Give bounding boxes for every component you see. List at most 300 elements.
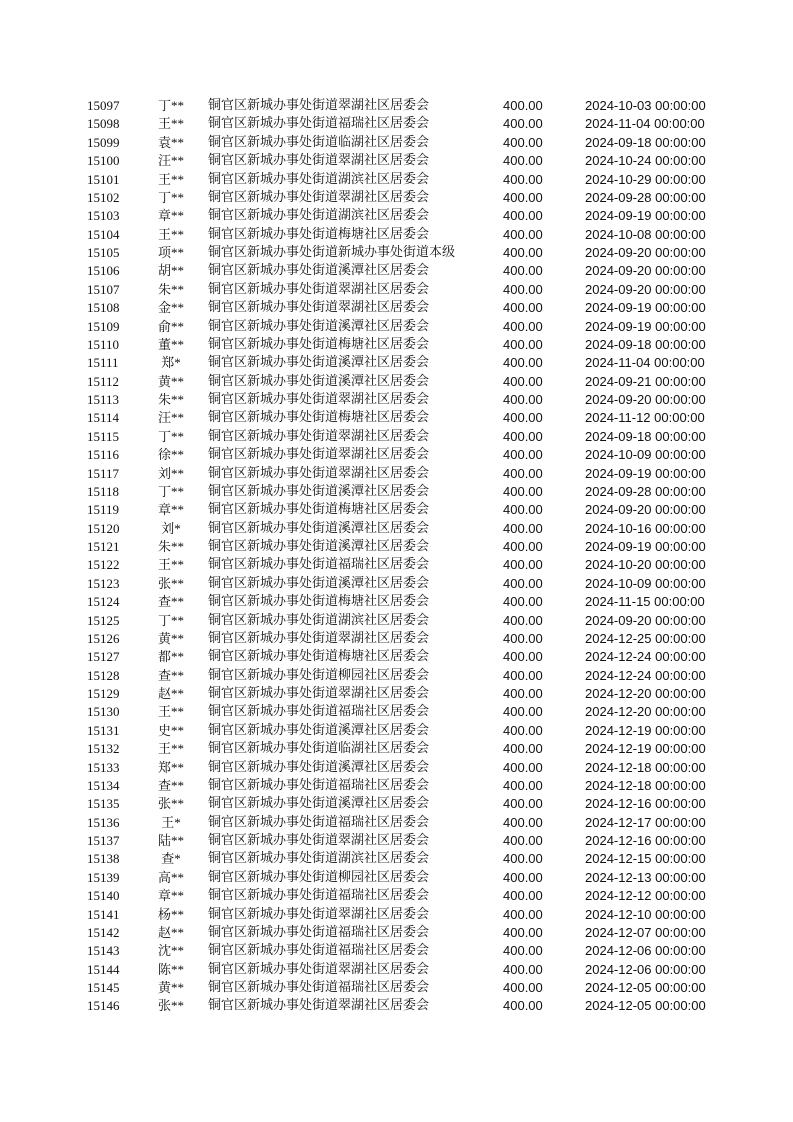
community-address: 铜官区新城办事处街道翠湖社区居委会 bbox=[208, 153, 430, 169]
payment-date: 2024-12-07 00:00:00 bbox=[585, 924, 706, 940]
table-row bbox=[0, 171, 793, 189]
payment-date: 2024-12-24 00:00:00 bbox=[585, 649, 706, 665]
payment-date: 2024-09-20 00:00:00 bbox=[585, 281, 706, 297]
record-id: 15108 bbox=[87, 300, 120, 316]
amount: 400.00 bbox=[503, 300, 543, 316]
table-row bbox=[0, 703, 793, 721]
payment-date: 2024-09-19 00:00:00 bbox=[585, 539, 706, 554]
record-id: 15124 bbox=[87, 594, 120, 610]
recipient-name: 查** bbox=[157, 667, 184, 683]
payment-date: 2024-12-15 00:00:00 bbox=[585, 851, 706, 867]
table-row bbox=[0, 648, 793, 666]
amount: 400.00 bbox=[503, 171, 543, 187]
recipient-name: 黄** bbox=[157, 630, 184, 646]
community-address: 铜官区新城办事处街道溪潭社区居委会 bbox=[208, 575, 430, 591]
amount: 400.00 bbox=[503, 980, 543, 995]
recipient-name: 刘** bbox=[157, 465, 184, 481]
record-id: 15104 bbox=[87, 226, 120, 242]
recipient-name: 章** bbox=[157, 888, 184, 904]
community-address: 铜官区新城办事处街道福瑞社区居委会 bbox=[208, 943, 430, 959]
recipient-name: 胡** bbox=[157, 263, 184, 279]
record-id: 15098 bbox=[87, 116, 120, 132]
record-id: 15140 bbox=[87, 888, 120, 904]
amount: 400.00 bbox=[503, 539, 543, 554]
amount: 400.00 bbox=[503, 869, 543, 885]
community-address: 铜官区新城办事处街道湖滨社区居委会 bbox=[208, 171, 430, 187]
community-address: 铜官区新城办事处街道福瑞社区居委会 bbox=[208, 888, 430, 904]
payment-date: 2024-09-18 00:00:00 bbox=[585, 134, 706, 150]
record-id: 15130 bbox=[87, 704, 120, 720]
record-id: 15111 bbox=[87, 355, 119, 371]
recipient-name: 高** bbox=[157, 869, 184, 885]
record-id: 15107 bbox=[87, 281, 120, 297]
payment-date: 2024-10-29 00:00:00 bbox=[585, 171, 706, 187]
payment-date: 2024-12-20 00:00:00 bbox=[585, 704, 706, 720]
table-row bbox=[0, 685, 793, 703]
recipient-name: 郑** bbox=[157, 759, 184, 775]
record-id: 15144 bbox=[87, 961, 120, 977]
recipient-name: 黄** bbox=[157, 373, 184, 389]
record-id: 15127 bbox=[87, 649, 120, 665]
record-id: 15097 bbox=[87, 98, 120, 113]
community-address: 铜官区新城办事处街道溪潭社区居委会 bbox=[208, 722, 430, 738]
record-id: 15131 bbox=[87, 722, 120, 738]
recipient-name: 张** bbox=[157, 575, 184, 591]
community-address: 铜官区新城办事处街道福瑞社区居委会 bbox=[208, 777, 430, 793]
payment-date: 2024-12-17 00:00:00 bbox=[585, 814, 706, 830]
amount: 400.00 bbox=[503, 851, 543, 867]
recipient-name: 赵** bbox=[157, 924, 184, 940]
table-row bbox=[0, 759, 793, 777]
payment-date: 2024-12-10 00:00:00 bbox=[585, 906, 706, 922]
community-address: 铜官区新城办事处街道翠湖社区居委会 bbox=[208, 447, 430, 463]
amount: 400.00 bbox=[503, 281, 543, 297]
payment-date: 2024-09-20 00:00:00 bbox=[585, 392, 706, 407]
community-address: 铜官区新城办事处街道梅塘社区居委会 bbox=[208, 649, 430, 665]
community-address: 铜官区新城办事处街道翠湖社区居委会 bbox=[208, 906, 430, 922]
payment-date: 2024-09-19 00:00:00 bbox=[585, 318, 706, 334]
payment-date: 2024-12-06 00:00:00 bbox=[585, 961, 706, 977]
payment-date: 2024-12-19 00:00:00 bbox=[585, 741, 706, 757]
table-row bbox=[0, 115, 793, 133]
record-id: 15110 bbox=[87, 336, 120, 352]
table-row bbox=[0, 391, 793, 409]
record-id: 15138 bbox=[87, 851, 120, 867]
amount: 400.00 bbox=[503, 355, 543, 371]
recipient-name: 查** bbox=[157, 594, 184, 610]
amount: 400.00 bbox=[503, 134, 543, 150]
table-row bbox=[0, 262, 793, 280]
amount: 400.00 bbox=[503, 630, 543, 646]
payment-date: 2024-12-24 00:00:00 bbox=[585, 667, 706, 683]
payment-date: 2024-10-03 00:00:00 bbox=[585, 98, 706, 113]
recipient-name: 王** bbox=[157, 226, 184, 242]
table-row bbox=[0, 244, 793, 262]
recipient-name: 查* bbox=[161, 851, 181, 867]
community-address: 铜官区新城办事处街道福瑞社区居委会 bbox=[208, 557, 430, 573]
table-row bbox=[0, 354, 793, 372]
recipient-name: 朱** bbox=[157, 539, 184, 554]
recipient-name: 杨** bbox=[157, 906, 184, 922]
recipient-name: 刘* bbox=[161, 520, 181, 536]
record-id: 15116 bbox=[87, 447, 120, 463]
amount: 400.00 bbox=[503, 649, 543, 665]
recipient-name: 汪** bbox=[157, 153, 184, 169]
table-row bbox=[0, 520, 793, 538]
records-table bbox=[0, 97, 793, 1016]
payment-date: 2024-11-04 00:00:00 bbox=[585, 355, 705, 371]
amount: 400.00 bbox=[503, 888, 543, 904]
community-address: 铜官区新城办事处街道福瑞社区居委会 bbox=[208, 704, 430, 720]
recipient-name: 董** bbox=[157, 336, 184, 352]
table-row bbox=[0, 667, 793, 685]
record-id: 15100 bbox=[87, 153, 120, 169]
table-row bbox=[0, 832, 793, 850]
table-row bbox=[0, 630, 793, 648]
table-row bbox=[0, 538, 793, 556]
table-row bbox=[0, 501, 793, 519]
amount: 400.00 bbox=[503, 594, 543, 610]
community-address: 铜官区新城办事处街道翠湖社区居委会 bbox=[208, 686, 430, 701]
payment-date: 2024-09-19 00:00:00 bbox=[585, 300, 706, 316]
recipient-name: 丁** bbox=[157, 612, 184, 628]
community-address: 铜官区新城办事处街道梅塘社区居委会 bbox=[208, 336, 430, 352]
payment-date: 2024-12-05 00:00:00 bbox=[585, 980, 706, 995]
record-id: 15136 bbox=[87, 814, 120, 830]
table-row bbox=[0, 869, 793, 887]
amount: 400.00 bbox=[503, 153, 543, 169]
payment-date: 2024-12-20 00:00:00 bbox=[585, 686, 706, 701]
table-row bbox=[0, 979, 793, 997]
amount: 400.00 bbox=[503, 612, 543, 628]
community-address: 铜官区新城办事处街道翠湖社区居委会 bbox=[208, 300, 430, 316]
community-address: 铜官区新城办事处街道溪潭社区居委会 bbox=[208, 355, 430, 371]
recipient-name: 章** bbox=[157, 208, 184, 224]
community-address: 铜官区新城办事处街道翠湖社区居委会 bbox=[208, 428, 430, 444]
table-row bbox=[0, 906, 793, 924]
payment-date: 2024-10-09 00:00:00 bbox=[585, 447, 706, 463]
community-address: 铜官区新城办事处街道翠湖社区居委会 bbox=[208, 98, 430, 113]
recipient-name: 丁** bbox=[157, 428, 184, 444]
record-id: 15137 bbox=[87, 833, 120, 848]
amount: 400.00 bbox=[503, 777, 543, 793]
payment-date: 2024-11-04 00:00:00 bbox=[585, 116, 705, 132]
recipient-name: 俞** bbox=[157, 318, 184, 334]
community-address: 铜官区新城办事处街道梅塘社区居委会 bbox=[208, 410, 430, 426]
amount: 400.00 bbox=[503, 704, 543, 720]
recipient-name: 陈** bbox=[157, 961, 184, 977]
community-address: 铜官区新城办事处街道福瑞社区居委会 bbox=[208, 814, 430, 830]
recipient-name: 张** bbox=[157, 998, 184, 1014]
table-row bbox=[0, 428, 793, 446]
payment-date: 2024-12-18 00:00:00 bbox=[585, 777, 706, 793]
recipient-name: 张** bbox=[157, 796, 184, 812]
payment-date: 2024-12-12 00:00:00 bbox=[585, 888, 706, 904]
community-address: 铜官区新城办事处街道梅塘社区居委会 bbox=[208, 226, 430, 242]
table-row bbox=[0, 814, 793, 832]
payment-date: 2024-09-21 00:00:00 bbox=[585, 373, 706, 389]
recipient-name: 史** bbox=[157, 722, 184, 738]
record-id: 15135 bbox=[87, 796, 120, 812]
table-row bbox=[0, 961, 793, 979]
amount: 400.00 bbox=[503, 722, 543, 738]
table-row bbox=[0, 483, 793, 501]
record-id: 15126 bbox=[87, 630, 120, 646]
amount: 400.00 bbox=[503, 447, 543, 463]
table-row bbox=[0, 997, 793, 1015]
amount: 400.00 bbox=[503, 686, 543, 701]
record-id: 15139 bbox=[87, 869, 120, 885]
record-id: 15133 bbox=[87, 759, 120, 775]
payment-date: 2024-12-16 00:00:00 bbox=[585, 833, 706, 848]
community-address: 铜官区新城办事处街道临湖社区居委会 bbox=[208, 134, 430, 150]
payment-date: 2024-09-19 00:00:00 bbox=[585, 465, 706, 481]
amount: 400.00 bbox=[503, 667, 543, 683]
record-id: 15099 bbox=[87, 134, 120, 150]
amount: 400.00 bbox=[503, 428, 543, 444]
payment-date: 2024-09-20 00:00:00 bbox=[585, 612, 706, 628]
recipient-name: 丁** bbox=[157, 98, 184, 113]
recipient-name: 王* bbox=[161, 814, 181, 830]
amount: 400.00 bbox=[503, 502, 543, 518]
community-address: 铜官区新城办事处街道溪潭社区居委会 bbox=[208, 796, 430, 812]
recipient-name: 黄** bbox=[157, 980, 184, 995]
amount: 400.00 bbox=[503, 410, 543, 426]
recipient-name: 赵** bbox=[157, 686, 184, 701]
table-row bbox=[0, 336, 793, 354]
payment-date: 2024-12-19 00:00:00 bbox=[585, 722, 706, 738]
community-address: 铜官区新城办事处街道溪潭社区居委会 bbox=[208, 373, 430, 389]
recipient-name: 王** bbox=[157, 116, 184, 132]
payment-date: 2024-12-18 00:00:00 bbox=[585, 759, 706, 775]
table-row bbox=[0, 446, 793, 464]
table-row bbox=[0, 575, 793, 593]
table-row bbox=[0, 887, 793, 905]
payment-date: 2024-11-12 00:00:00 bbox=[585, 410, 705, 426]
recipient-name: 袁** bbox=[157, 134, 184, 150]
table-row bbox=[0, 189, 793, 207]
record-id: 15141 bbox=[87, 906, 120, 922]
record-id: 15109 bbox=[87, 318, 120, 334]
community-address: 铜官区新城办事处街道翠湖社区居委会 bbox=[208, 630, 430, 646]
recipient-name: 郑* bbox=[161, 355, 181, 371]
table-row bbox=[0, 593, 793, 611]
recipient-name: 王** bbox=[157, 704, 184, 720]
amount: 400.00 bbox=[503, 575, 543, 591]
amount: 400.00 bbox=[503, 814, 543, 830]
community-address: 铜官区新城办事处街道湖滨社区居委会 bbox=[208, 208, 430, 224]
amount: 400.00 bbox=[503, 465, 543, 481]
recipient-name: 王** bbox=[157, 557, 184, 573]
amount: 400.00 bbox=[503, 98, 543, 113]
amount: 400.00 bbox=[503, 483, 543, 499]
recipient-name: 徐** bbox=[157, 447, 184, 463]
record-id: 15106 bbox=[87, 263, 120, 279]
record-id: 15143 bbox=[87, 943, 120, 959]
table-row bbox=[0, 373, 793, 391]
community-address: 铜官区新城办事处街道梅塘社区居委会 bbox=[208, 594, 430, 610]
payment-date: 2024-09-20 00:00:00 bbox=[585, 502, 706, 518]
table-row bbox=[0, 207, 793, 225]
payment-date: 2024-09-18 00:00:00 bbox=[585, 428, 706, 444]
community-address: 铜官区新城办事处街道福瑞社区居委会 bbox=[208, 116, 430, 132]
community-address: 铜官区新城办事处街道福瑞社区居委会 bbox=[208, 980, 430, 995]
recipient-name: 沈** bbox=[157, 943, 184, 959]
community-address: 铜官区新城办事处街道翠湖社区居委会 bbox=[208, 465, 430, 481]
amount: 400.00 bbox=[503, 741, 543, 757]
amount: 400.00 bbox=[503, 208, 543, 224]
record-id: 15105 bbox=[87, 245, 120, 260]
community-address: 铜官区新城办事处街道翠湖社区居委会 bbox=[208, 281, 430, 297]
table-row bbox=[0, 612, 793, 630]
table-row bbox=[0, 795, 793, 813]
community-address: 铜官区新城办事处街道溪潭社区居委会 bbox=[208, 520, 430, 536]
amount: 400.00 bbox=[503, 833, 543, 848]
table-row bbox=[0, 299, 793, 317]
recipient-name: 章** bbox=[157, 502, 184, 518]
payment-date: 2024-09-20 00:00:00 bbox=[585, 245, 706, 260]
community-address: 铜官区新城办事处街道溪潭社区居委会 bbox=[208, 759, 430, 775]
community-address: 铜官区新城办事处街道翠湖社区居委会 bbox=[208, 998, 430, 1014]
community-address: 铜官区新城办事处街道翠湖社区居委会 bbox=[208, 833, 430, 848]
record-id: 15120 bbox=[87, 520, 120, 536]
community-address: 铜官区新城办事处街道梅塘社区居委会 bbox=[208, 502, 430, 518]
record-id: 15128 bbox=[87, 667, 120, 683]
community-address: 铜官区新城办事处街道翠湖社区居委会 bbox=[208, 961, 430, 977]
payment-date: 2024-10-20 00:00:00 bbox=[585, 557, 706, 573]
payment-date: 2024-10-08 00:00:00 bbox=[585, 226, 706, 242]
payment-date: 2024-09-18 00:00:00 bbox=[585, 336, 706, 352]
amount: 400.00 bbox=[503, 998, 543, 1014]
community-address: 铜官区新城办事处街道柳园社区居委会 bbox=[208, 667, 430, 683]
amount: 400.00 bbox=[503, 373, 543, 389]
community-address: 铜官区新城办事处街道翠湖社区居委会 bbox=[208, 392, 430, 407]
record-id: 15113 bbox=[87, 392, 120, 407]
table-row bbox=[0, 556, 793, 574]
recipient-name: 丁** bbox=[157, 189, 184, 205]
table-row bbox=[0, 777, 793, 795]
payment-date: 2024-09-19 00:00:00 bbox=[585, 208, 706, 224]
amount: 400.00 bbox=[503, 263, 543, 279]
community-address: 铜官区新城办事处街道溪潭社区居委会 bbox=[208, 318, 430, 334]
community-address: 铜官区新城办事处街道新城办事处街道本级 bbox=[208, 245, 456, 260]
payment-date: 2024-10-16 00:00:00 bbox=[585, 520, 706, 536]
record-id: 15102 bbox=[87, 189, 120, 205]
amount: 400.00 bbox=[503, 906, 543, 922]
record-id: 15112 bbox=[87, 373, 120, 389]
recipient-name: 项** bbox=[157, 245, 184, 260]
payment-date: 2024-10-09 00:00:00 bbox=[585, 575, 706, 591]
record-id: 15146 bbox=[87, 998, 120, 1014]
community-address: 铜官区新城办事处街道翠湖社区居委会 bbox=[208, 189, 430, 205]
amount: 400.00 bbox=[503, 318, 543, 334]
table-row bbox=[0, 134, 793, 152]
recipient-name: 王** bbox=[157, 741, 184, 757]
table-row bbox=[0, 740, 793, 758]
community-address: 铜官区新城办事处街道临湖社区居委会 bbox=[208, 741, 430, 757]
recipient-name: 陆** bbox=[157, 833, 184, 848]
community-address: 铜官区新城办事处街道湖滨社区居委会 bbox=[208, 851, 430, 867]
payment-date: 2024-12-13 00:00:00 bbox=[585, 869, 706, 885]
payment-date: 2024-12-06 00:00:00 bbox=[585, 943, 706, 959]
record-id: 15115 bbox=[87, 428, 120, 444]
amount: 400.00 bbox=[503, 226, 543, 242]
recipient-name: 查** bbox=[157, 777, 184, 793]
table-row bbox=[0, 97, 793, 115]
table-row bbox=[0, 281, 793, 299]
payment-date: 2024-11-15 00:00:00 bbox=[585, 594, 705, 610]
table-row bbox=[0, 152, 793, 170]
record-id: 15118 bbox=[87, 483, 120, 499]
record-id: 15123 bbox=[87, 575, 120, 591]
record-id: 15132 bbox=[87, 741, 120, 757]
record-id: 15117 bbox=[87, 465, 120, 481]
recipient-name: 都** bbox=[157, 649, 184, 665]
community-address: 铜官区新城办事处街道福瑞社区居委会 bbox=[208, 924, 430, 940]
payment-date: 2024-10-24 00:00:00 bbox=[585, 153, 706, 169]
payment-date: 2024-12-25 00:00:00 bbox=[585, 630, 706, 646]
table-row bbox=[0, 465, 793, 483]
recipient-name: 朱** bbox=[157, 392, 184, 407]
community-address: 铜官区新城办事处街道溪潭社区居委会 bbox=[208, 539, 430, 554]
recipient-name: 朱** bbox=[157, 281, 184, 297]
community-address: 铜官区新城办事处街道溪潭社区居委会 bbox=[208, 263, 430, 279]
record-id: 15129 bbox=[87, 686, 120, 701]
table-row bbox=[0, 850, 793, 868]
amount: 400.00 bbox=[503, 924, 543, 940]
table-row bbox=[0, 942, 793, 960]
amount: 400.00 bbox=[503, 759, 543, 775]
record-id: 15121 bbox=[87, 539, 120, 554]
payment-date: 2024-09-28 00:00:00 bbox=[585, 483, 706, 499]
table-row bbox=[0, 226, 793, 244]
record-id: 15125 bbox=[87, 612, 120, 628]
payment-date: 2024-09-28 00:00:00 bbox=[585, 189, 706, 205]
amount: 400.00 bbox=[503, 392, 543, 407]
payment-date: 2024-12-05 00:00:00 bbox=[585, 998, 706, 1014]
table-row bbox=[0, 409, 793, 427]
amount: 400.00 bbox=[503, 189, 543, 205]
recipient-name: 丁** bbox=[157, 483, 184, 499]
record-id: 15142 bbox=[87, 924, 120, 940]
record-id: 15119 bbox=[87, 502, 120, 518]
payment-date: 2024-12-16 00:00:00 bbox=[585, 796, 706, 812]
community-address: 铜官区新城办事处街道柳园社区居委会 bbox=[208, 869, 430, 885]
record-id: 15122 bbox=[87, 557, 120, 573]
record-id: 15101 bbox=[87, 171, 120, 187]
table-row bbox=[0, 722, 793, 740]
table-row bbox=[0, 924, 793, 942]
amount: 400.00 bbox=[503, 796, 543, 812]
recipient-name: 汪** bbox=[157, 410, 184, 426]
community-address: 铜官区新城办事处街道溪潭社区居委会 bbox=[208, 483, 430, 499]
amount: 400.00 bbox=[503, 336, 543, 352]
amount: 400.00 bbox=[503, 520, 543, 536]
table-row bbox=[0, 318, 793, 336]
recipient-name: 金** bbox=[157, 300, 184, 316]
recipient-name: 王** bbox=[157, 171, 184, 187]
record-id: 15134 bbox=[87, 777, 120, 793]
amount: 400.00 bbox=[503, 245, 543, 260]
amount: 400.00 bbox=[503, 116, 543, 132]
amount: 400.00 bbox=[503, 943, 543, 959]
amount: 400.00 bbox=[503, 557, 543, 573]
record-id: 15114 bbox=[87, 410, 120, 426]
record-id: 15145 bbox=[87, 980, 120, 995]
amount: 400.00 bbox=[503, 961, 543, 977]
community-address: 铜官区新城办事处街道湖滨社区居委会 bbox=[208, 612, 430, 628]
payment-date: 2024-09-20 00:00:00 bbox=[585, 263, 706, 279]
